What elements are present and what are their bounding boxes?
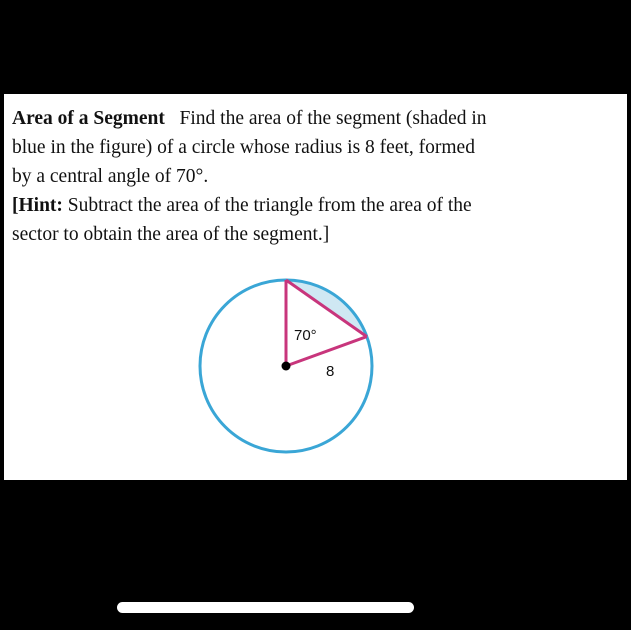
center-point — [282, 362, 291, 371]
problem-intro: Find the area of the segment (shaded in — [179, 108, 487, 129]
home-indicator[interactable] — [117, 602, 414, 613]
problem-title: Area of a Segment — [12, 108, 165, 129]
problem-line-2: blue in the figure) of a circle whose radius is 8 feet, formed — [12, 137, 475, 158]
hint-label: [Hint: — [12, 195, 63, 216]
problem-line-3: by a central angle of 70°. — [12, 166, 209, 187]
angle-label: 70° — [294, 327, 317, 344]
hint-text: Subtract the area of the triangle from the area of the — [67, 195, 472, 216]
radius-label: 8 — [326, 363, 335, 380]
hint-line-2: sector to obtain the area of the segment.] — [12, 224, 330, 245]
circle-segment-figure — [4, 94, 627, 480]
problem-card — [4, 94, 627, 480]
